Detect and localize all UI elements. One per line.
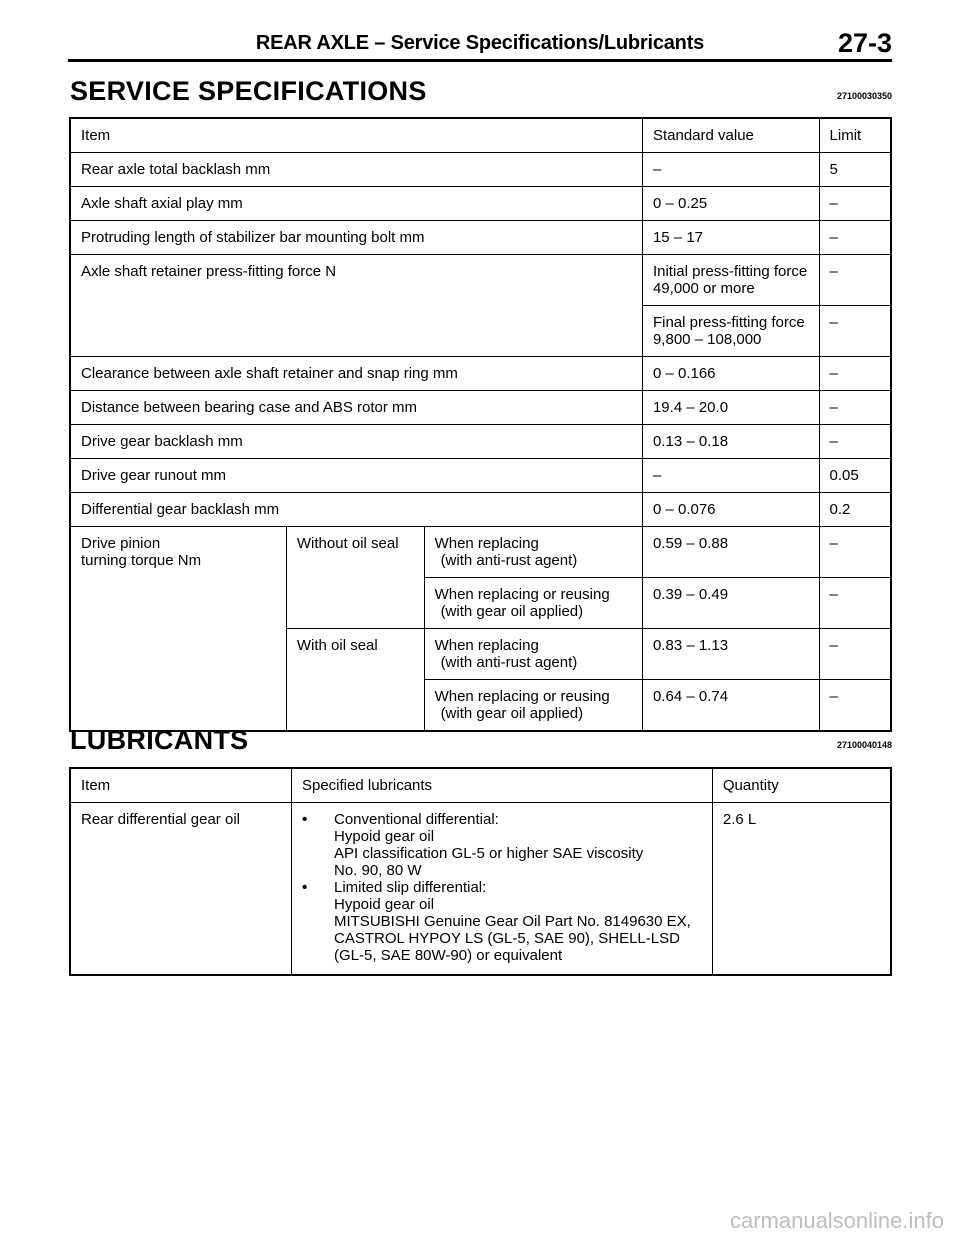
lubricant-line: No. 90, 80 W <box>333 862 422 879</box>
header-limit: Limit <box>819 118 891 153</box>
service-specifications-table <box>69 117 892 732</box>
cell-standard: 0.13 – 0.18 <box>642 425 819 459</box>
cell-limit: – <box>819 391 891 425</box>
cell-standard <box>642 255 819 306</box>
cell-item <box>70 527 286 732</box>
cell-item: Axle shaft retainer press-fitting force N <box>70 255 642 357</box>
cell-specified-lubricants <box>291 803 712 976</box>
cell-limit: 5 <box>819 153 891 187</box>
cell-standard: – <box>642 153 819 187</box>
bullet-icon: • <box>301 879 308 896</box>
bullet-item <box>302 811 704 828</box>
condition-line: (with gear oil applied) <box>440 603 584 620</box>
cell-limit: – <box>819 680 891 732</box>
lubricant-line: (GL-5, SAE 80W-90) or equivalent <box>333 947 563 964</box>
cell-standard: 0.83 – 1.13 <box>642 629 819 680</box>
cell-limit: – <box>819 255 891 306</box>
bullet-text: Conventional differential: <box>333 811 499 828</box>
cell-item: Clearance between axle shaft retainer and snap ring mm <box>70 357 642 391</box>
bullet-text: Limited slip differential: <box>333 879 487 896</box>
cell-quantity: 2.6 L <box>712 803 891 976</box>
header-quantity: Quantity <box>712 768 891 803</box>
header-item: Item <box>70 768 291 803</box>
header-rule <box>68 59 892 62</box>
bullet-icon: • <box>301 811 308 828</box>
cell-limit: – <box>819 306 891 357</box>
condition-line: (with gear oil applied) <box>440 705 584 722</box>
standard-line: Final press-fitting force <box>652 314 805 331</box>
header-item: Item <box>70 118 642 153</box>
cell-standard: 19.4 – 20.0 <box>642 391 819 425</box>
condition-line: (with anti-rust agent) <box>440 552 578 569</box>
cell-limit: 0.2 <box>819 493 891 527</box>
cell-limit: – <box>819 527 891 578</box>
standard-line: 9,800 – 108,000 <box>652 331 762 348</box>
table-row <box>70 493 891 527</box>
cell-standard: 0 – 0.25 <box>642 187 819 221</box>
table-row <box>70 803 891 976</box>
condition-line: When replacing or reusing <box>434 688 610 705</box>
table-row <box>70 425 891 459</box>
cell-seal-condition: Without oil seal <box>286 527 424 629</box>
cell-item: Axle shaft axial play mm <box>70 187 642 221</box>
lubricants-table <box>69 767 892 976</box>
page-number: 27-3 <box>837 28 892 58</box>
cell-item: Rear differential gear oil <box>70 803 291 976</box>
cell-standard: 15 – 17 <box>642 221 819 255</box>
lubricant-line: Hypoid gear oil <box>333 896 435 913</box>
cell-limit: – <box>819 221 891 255</box>
cell-limit: – <box>819 357 891 391</box>
cell-standard: 0 – 0.166 <box>642 357 819 391</box>
table-row <box>70 459 891 493</box>
cell-condition <box>424 578 642 629</box>
cell-condition <box>424 527 642 578</box>
header-standard: Standard value <box>642 118 819 153</box>
item-line: Drive pinion <box>81 535 161 552</box>
header-specified-lubricants: Specified lubricants <box>291 768 712 803</box>
table-row <box>70 255 891 306</box>
service-specifications-title: SERVICE SPECIFICATIONS <box>70 76 427 106</box>
table-header-row <box>70 768 891 803</box>
cell-item: Drive gear backlash mm <box>70 425 642 459</box>
cell-item: Rear axle total backlash mm <box>70 153 642 187</box>
cell-item: Distance between bearing case and ABS rotor mm <box>70 391 642 425</box>
cell-limit: – <box>819 187 891 221</box>
lubricant-line: Hypoid gear oil <box>333 828 435 845</box>
cell-standard: – <box>642 459 819 493</box>
standard-line: Initial press-fitting force <box>652 263 808 280</box>
cell-item: Differential gear backlash mm <box>70 493 642 527</box>
watermark: carmanualsonline.info <box>729 1208 944 1233</box>
table-row <box>70 221 891 255</box>
cell-item: Drive gear runout mm <box>70 459 642 493</box>
table-row <box>70 153 891 187</box>
cell-condition <box>424 680 642 732</box>
chapter-title: REAR AXLE – Service Specifications/Lubricants <box>255 32 705 54</box>
service-specifications-code: 27100030350 <box>836 91 892 101</box>
cell-standard: 0.64 – 0.74 <box>642 680 819 732</box>
table-row <box>70 357 891 391</box>
cell-standard: 0 – 0.076 <box>642 493 819 527</box>
cell-condition <box>424 629 642 680</box>
item-line: turning torque Nm <box>81 552 202 569</box>
cell-standard <box>642 306 819 357</box>
cell-limit: – <box>819 425 891 459</box>
condition-line: (with anti-rust agent) <box>440 654 578 671</box>
lubricant-line: MITSUBISHI Genuine Gear Oil Part No. 8149630 EX, <box>333 913 691 930</box>
bullet-item <box>302 879 704 896</box>
table-row <box>70 391 891 425</box>
cell-standard: 0.39 – 0.49 <box>642 578 819 629</box>
table-row <box>70 187 891 221</box>
lubricant-line: CASTROL HYPOY LS (GL-5, SAE 90), SHELL-LSD <box>333 930 680 947</box>
cell-seal-condition: With oil seal <box>286 629 424 732</box>
lubricants-code: 27100040148 <box>836 740 892 750</box>
cell-limit: 0.05 <box>819 459 891 493</box>
cell-standard: 0.59 – 0.88 <box>642 527 819 578</box>
table-header-row <box>70 118 891 153</box>
table-row <box>70 527 891 578</box>
lubricants-title: LUBRICANTS <box>70 725 249 755</box>
standard-line: 49,000 or more <box>652 280 755 297</box>
cell-item: Protruding length of stabilizer bar mounting bolt mm <box>70 221 642 255</box>
condition-line: When replacing or reusing <box>434 586 610 603</box>
cell-limit: – <box>819 629 891 680</box>
cell-limit: – <box>819 578 891 629</box>
page-header <box>68 30 892 60</box>
lubricant-line: API classification GL-5 or higher SAE viscosity <box>333 845 644 862</box>
condition-line: When replacing <box>434 637 539 654</box>
condition-line: When replacing <box>434 535 539 552</box>
